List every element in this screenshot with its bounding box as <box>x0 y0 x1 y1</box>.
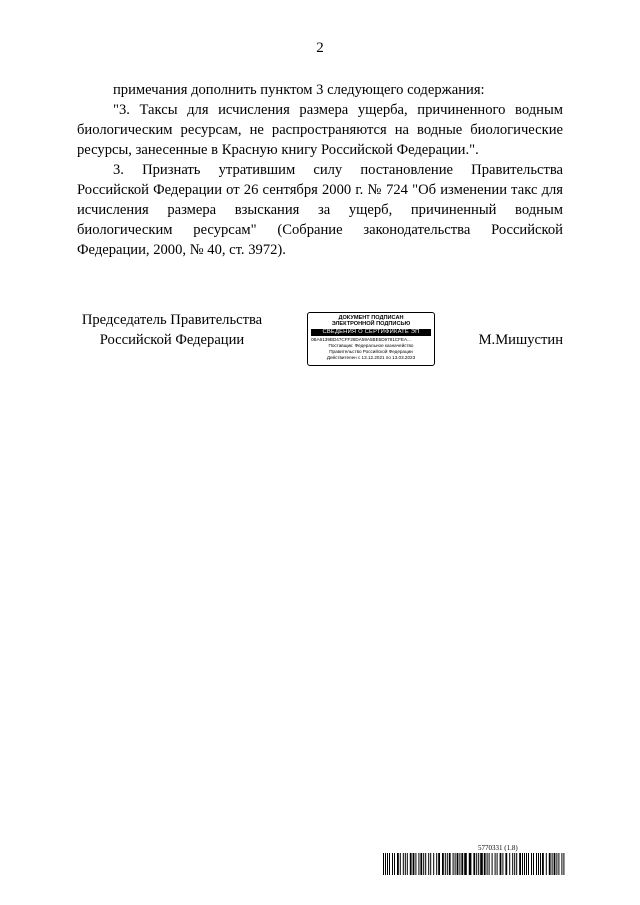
document-body <box>77 80 563 260</box>
paragraph: 3. Признать утратившим силу постановление Правительства Российской Федерации от 26 сентября 2000 г. № 724 "Об изменении такс для исчисления размера взыскания за ущерб, причиненный водным биологическим ресурсам" (Собрание законодательства Российской Федерации, 2000, № 40, ст. 3972). <box>77 162 563 258</box>
paragraph: примечания дополнить пунктом 3 следующего содержания: <box>113 82 485 98</box>
stamp-band: СВЕДЕНИЯ О СЕРТИФИКАТЕ ЭП <box>311 329 431 336</box>
stamp-heading: ДОКУМЕНТ ПОДПИСАН <box>338 315 404 321</box>
stamp-heading: ЭЛЕКТРОННОЙ ПОДПИСЬЮ <box>331 321 411 328</box>
barcode-icon <box>383 853 565 875</box>
stamp-supplier: Правительство Российской Федерации <box>329 348 413 354</box>
page-number: 2 <box>316 40 324 56</box>
signer-name: М.Мишустин <box>478 332 563 348</box>
electronic-signature-stamp <box>307 312 435 366</box>
signature-block <box>77 310 563 370</box>
signer-title-line: Российской Федерации <box>99 332 245 348</box>
paragraph: "3. Таксы для исчисления размера ущерба, причиненного водным биологическим ресурсам, не распространяются на водные биологические ресурсы, занесенные в Красную книгу Российской Федерации.". <box>77 102 563 158</box>
stamp-validity: Действителен с 13.12.2021 по 13.03.2023 <box>326 354 416 360</box>
stamp-serial: 0BA6139BD47CFF28DA59A5BE5D9781CFEA... <box>311 336 411 342</box>
stamp-supplier: Поставщик: Федеральное казначейство <box>328 342 414 348</box>
signer-title-line: Председатель Правительства <box>81 312 263 328</box>
barcode-label: 5770331 (1.8) <box>478 844 518 852</box>
signer-title <box>77 310 267 350</box>
